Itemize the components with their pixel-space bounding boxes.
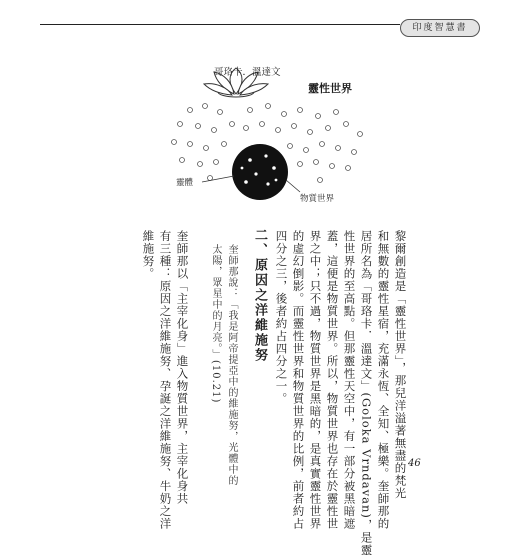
material-world-pointer [286,180,300,192]
spiritual-world-label: 靈性世界 [308,82,352,95]
section-heading: 二、原因之洋維施努 [252,228,267,363]
body-line: 蓋，這便是物質世界。所以，物質世界也存在於靈性世 [325,230,340,530]
body-line: 黎爾創造是「靈性世界」，那兒洋溢著無盡的梵光 [393,230,408,500]
body-line: 奎師那以「主宰化身」進入物質世界，主宰化身共 [175,230,190,505]
body-line: 性世界的至高點。但那靈性天空中，有一部分被黑暗遮 [342,230,357,530]
quote-line: 太陽，眾星中的月亮。」(10.21) [210,244,221,404]
body-line: 居所名為「哥珞卡．溫達文」(Goloka Vrndavan)，是靈 [359,230,374,556]
body-line: 界之中；只不過，物質世界是黑暗的，是真實靈性世界 [308,230,323,530]
cosmology-svg [150,64,400,214]
quote-line: 奎師那說：「我是阿帝提亞中的維施努，光體中的 [226,244,237,486]
goloka-label: 哥珞卡．溫達文 [214,67,281,78]
body-line: 維施努。 [141,230,156,280]
running-title: 印度智慧書 [400,19,480,37]
page-number: 46 [408,458,421,469]
brahmajyoti-label: 靈體 [176,178,194,188]
header-rule [40,24,400,25]
body-line: 的虛幻倒影。而靈性世界和物質世界的比例，前者約占 [291,230,306,530]
body-line: 四分之三，後者約占四分之一。 [274,230,289,405]
material-world-globe [232,144,288,200]
cosmology-illustration [150,64,400,214]
body-line: 和無數的靈性星宿，充滿永恆、全知、極樂。奎師那的 [376,230,391,530]
brahmajyoti-pointer [202,176,234,182]
material-world-label: 物質世界 [300,194,335,204]
body-line: 有三種：原因之洋維施努、孕誕之洋維施努、牛奶之洋 [158,230,173,530]
